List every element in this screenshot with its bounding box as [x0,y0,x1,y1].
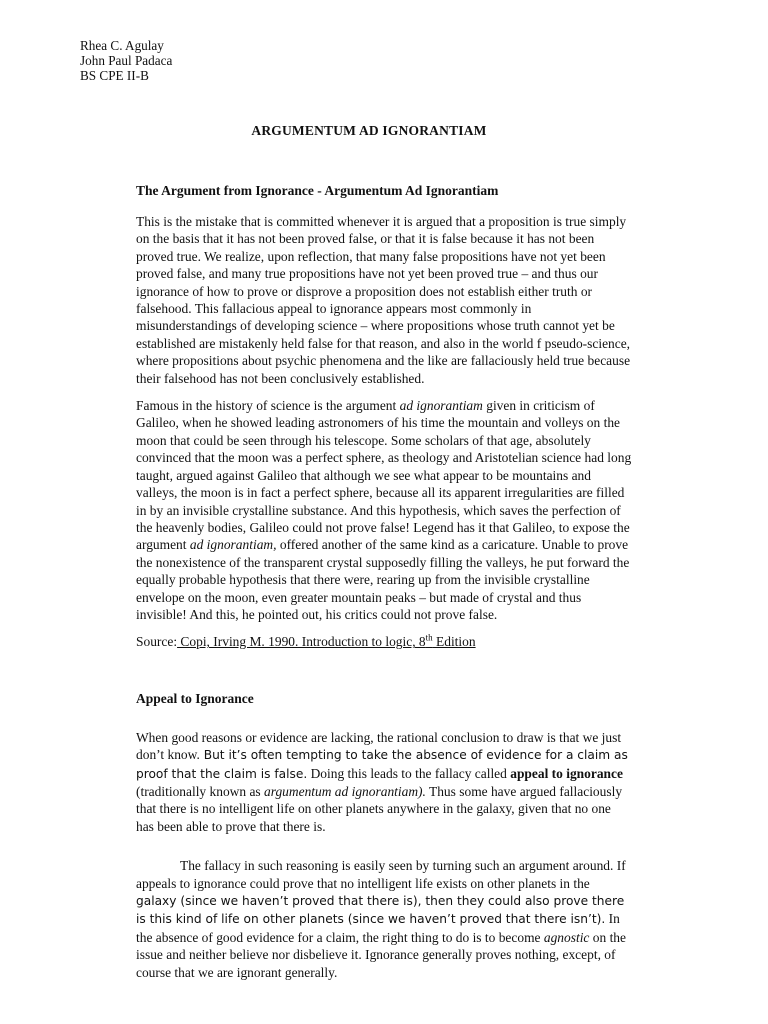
latin-term: argumentum ad ignorantiam). [264,783,426,799]
section-heading: Appeal to Ignorance [136,690,254,706]
source-citation: Source: Copi, Irving M. 1990. Introduction to logic, 8th Edition [136,632,476,650]
document-title: ARGUMENTUM AD IGNORANTIAM [251,123,487,138]
emphasis-term: agnostic [543,929,590,945]
course-section: BS CPE II-B [80,68,149,83]
citation-link: Copi, Irving M. 1990. Introduction to logic, 8th Edition [177,632,476,650]
paragraph: The fallacy in such reasoning is easily seen by turning such an argument around. If appeals to ignorance could prove that no intelligent life exists on other planets in the galaxy (since we haven’t proved that there is), then they could also prove there is this kind of life on other planets (since we haven’t proved that there isn’t). In the absence of good evidence for a claim, the right thing to do is to become agnostic on the issue and neither believe nor disbelieve it. Ignorance generally proves nothing, except, of course that we are ignorant generally. [136,858,626,980]
paragraph: When good reasons or evidence are lacking, the rational conclusion to draw is that we just don’t know. But it’s often tempting to take the absence of evidence for a claim as proof that the claim is false. Doing this leads to the fallacy called appeal to ignorance (traditionally known as argumentum ad ignorantiam). Thus some have argued fallaciously that there is no intelligent life on other planets anywhere in the galaxy, given that no one has been able to prove that there is. [136,729,628,834]
author-block [80,38,658,83]
latin-term: ad ignorantiam, [189,537,277,553]
bold-term: appeal to ignorance [510,765,623,781]
section-heading: The Argument from Ignorance - Argumentum Ad Ignorantiam [136,183,499,198]
paragraph: Famous in the history of science is the argument ad ignorantiam given in criticism of Galileo, when he showed leading astronomers of his time the mountain and volleys on the moon that could be seen through his telescope. Some scholars of that age, absolutely convinced that the moon was a perfect sphere, as theology and Aristotelian science had long taught, argued against Galileo that although we see what appear to be mountains and valleys, the moon is in fact a perfect sphere, because all its apparent irregularities are filled in by an invisible crystalline substance. And this hypothesis, which saves the perfection of the heavenly bodies, Galileo could not prove false! Legend has it that Galileo, to expose the argument ad ignorantiam, offered another of the same kind as a caricature. Unable to prove the nonexistence of the transparent crystal supposedly filling the valleys, he put forward the equally probable hypothesis that there were, rearing up from the invisible crystalline envelope on the moon, even greater mountain peaks – but made of crystal and thus invisible! And this, he pointed out, his critics could not prove false. [136,398,632,622]
latin-term: ad ignorantiam [399,398,483,414]
document-body [80,183,632,981]
author-name: John Paul Padaca [80,53,173,68]
paragraph: This is the mistake that is committed whenever it is argued that a proposition is true simply on the basis that it has not been proved false, or that it is false because it has not been proved true. We realize, upon reflection, that many false propositions have not yet been proved false, and many true propositions have not yet been proved true – and thus our ignorance of how to prove or disprove a proposition does not establish either truth or falsehood. This fallacious appeal to ignorance appears most commonly in misunderstandings of developing science – where propositions whose truth cannot yet be established are mistakenly held false for that reason, and also in the world f pseudo-science, where propositions about psychic phenomena and the like are fallaciously held true because their falsehood has not been conclusively established. [136,214,631,386]
author-name: Rhea C. Agulay [80,38,164,53]
